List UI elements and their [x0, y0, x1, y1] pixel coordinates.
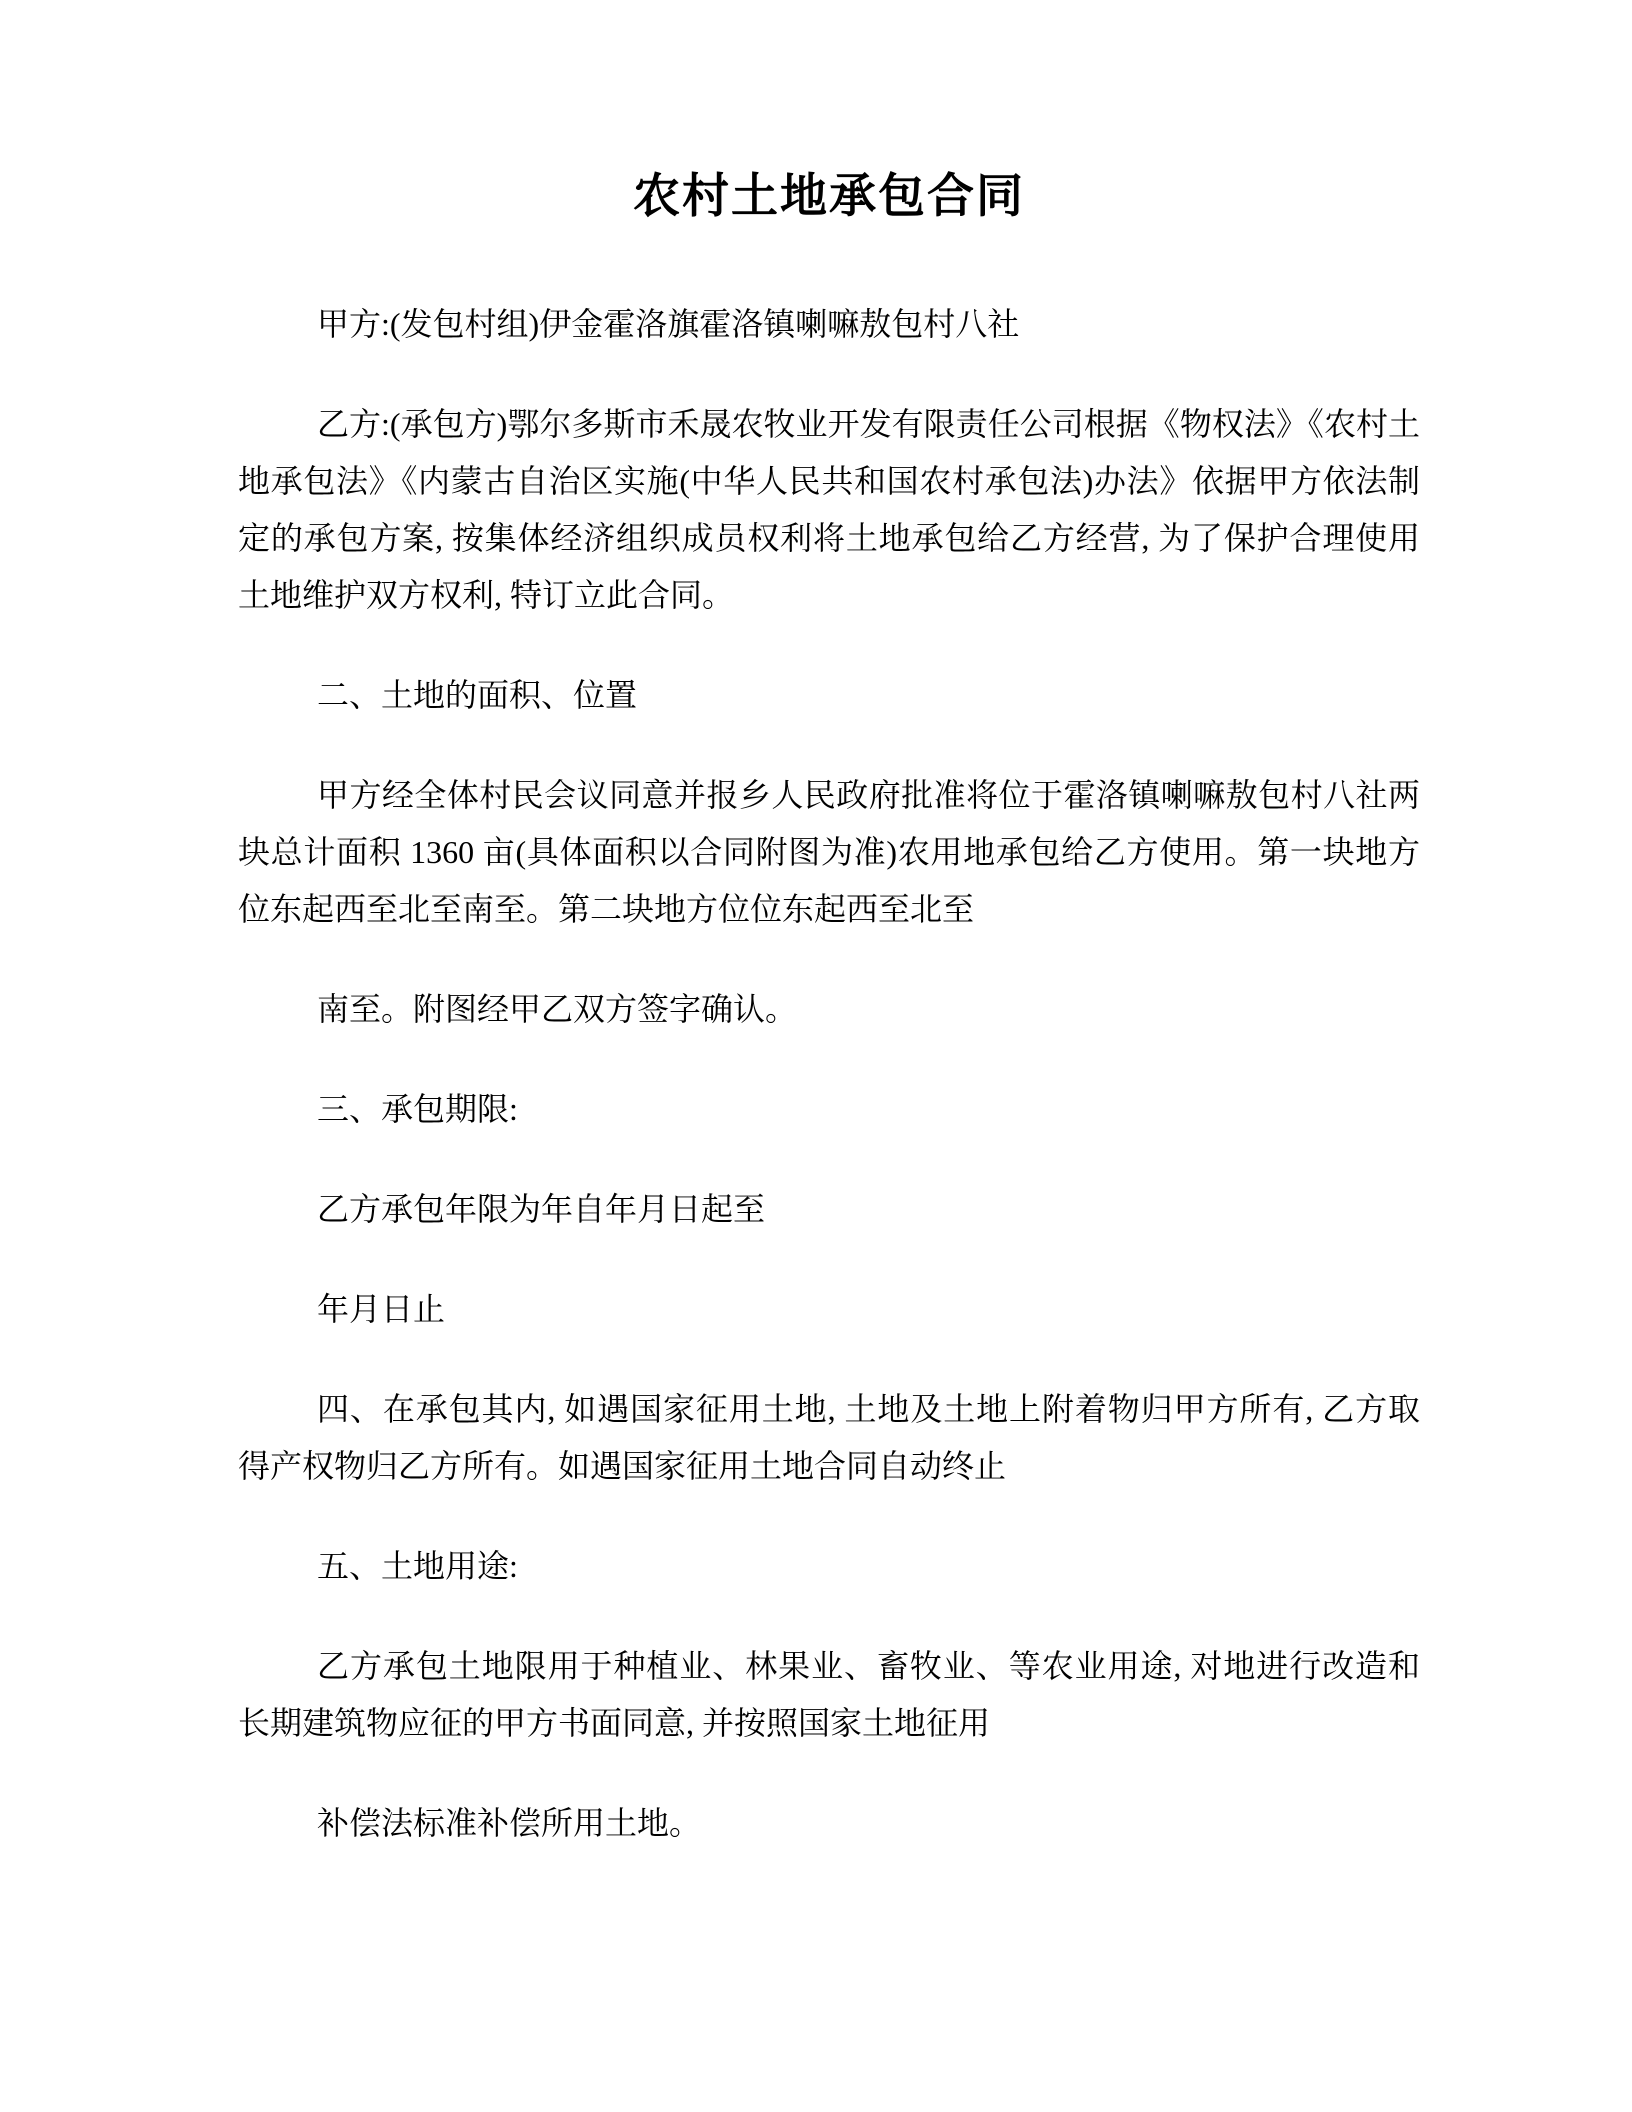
section-2-heading: 二、土地的面积、位置	[317, 677, 638, 713]
contract-term-clause: 乙方承包年限为年自年月日起至	[317, 1191, 766, 1227]
section-4-clause: 四、在承包其内, 如遇国家征用土地, 土地及土地上附着物归甲方所有, 乙方取得产权物归乙方所有。如遇国家征用土地合同自动终止	[238, 1391, 1420, 1484]
land-area-clause: 甲方经全体村民会议同意并报乡人民政府批准将位于霍洛镇喇嘛敖包村八社两块总计面积 1360 亩(具体面积以合同附图为准)农用地承包给乙方使用。第一块地方位东起西至北至南至。第二块地方位位东起西至北至	[238, 777, 1420, 927]
contract-term-continuation: 年月日止	[317, 1291, 446, 1327]
land-use-clause: 乙方承包土地限用于种植业、林果业、畜牧业、等农业用途, 对地进行改造和长期建筑物应征的甲方书面同意, 并按照国家土地征用	[238, 1648, 1420, 1741]
document-title: 农村土地承包合同	[633, 171, 1025, 223]
party-b-clause: 乙方:(承包方)鄂尔多斯市禾晟农牧业开发有限责任公司根据《物权法》《农村土地承包法》《内蒙古自治区实施(中华人民共和国农村承包法)办法》依据甲方依法制定的承包方案, 按集体经济组织成员权利将土地承包给乙方经营, 为了保护合理使用土地维护双方权利, 特订立此合同。	[238, 406, 1420, 613]
section-5-heading: 五、土地用途:	[317, 1548, 518, 1584]
land-area-continuation: 南至。附图经甲乙双方签字确认。	[317, 991, 798, 1027]
party-a-line: 甲方:(发包村组)伊金霍洛旗霍洛镇喇嘛敖包村八社	[317, 306, 1020, 342]
land-use-continuation: 补偿法标准补偿所用土地。	[317, 1805, 702, 1841]
section-3-heading: 三、承包期限:	[317, 1091, 518, 1127]
